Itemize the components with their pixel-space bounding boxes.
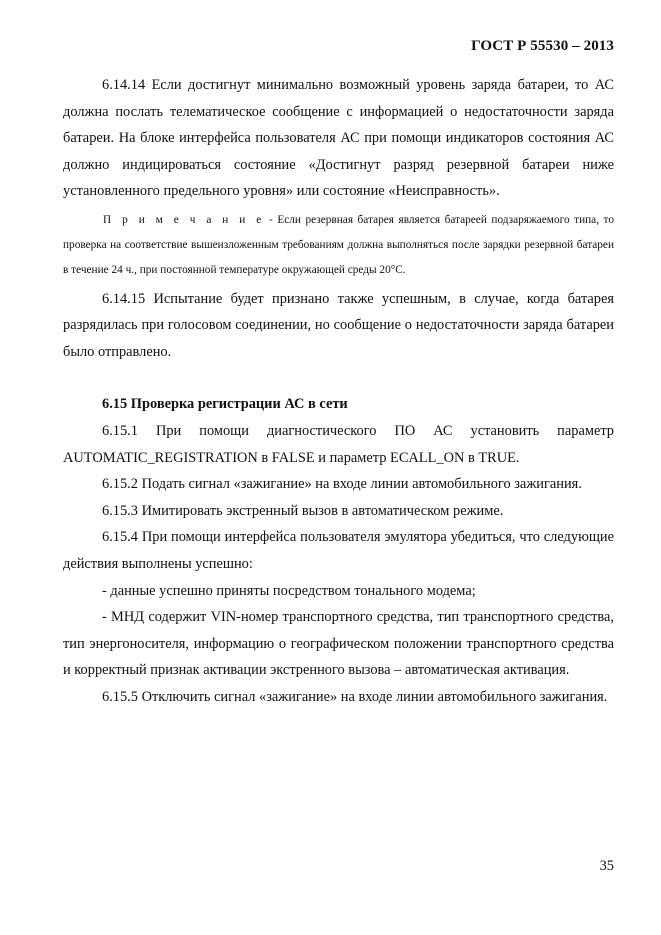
paragraph-6-14-14: 6.14.14 Если достигнут минимально возможный уровень заряда батареи, то АС должна послать телематическое сообщение с информацией о недостаточности заряда батареи. На блоке интерфейса пользователя АС при помощи индикаторов состояния АС должно индицироваться состояние «Достигнут разряд резервной батареи ниже установленного предельного уровня» или состояние «Неисправность». [63, 77, 614, 200]
list-item: - МНД содержит VIN-номер транспортного средства, тип транспортного средства, тип энергоносителя, информацию о географическом положении транспортного средства и корректный признак активации экстренного вызова – автоматическая активация. [63, 609, 614, 679]
page-body [63, 72, 614, 710]
paragraph-6-15-5: 6.15.5 Отключить сигнал «зажигание» на входе линии автомобильного зажигания. [102, 688, 608, 705]
paragraph-6-14-15: 6.14.15 Испытание будет признано также успешным, в случае, когда батарея разрядилась при голосовом соединении, но сообщение о недостаточности заряда батареи было отправлено. [63, 290, 614, 360]
paragraph-6-15-4: 6.15.4 При помощи интерфейса пользователя эмулятора убедиться, что следующие действия выполнены успешно: [63, 529, 614, 572]
note-text: - Если резервная батарея является батареей подзаряжаемого типа, то проверка на соответствие вышеизложенным требованиям должна выполняться после зарядки резервной батареи в течение 24 ч., при постоянной температуре окружающей среды 20°С. [63, 213, 614, 277]
paragraph-6-15-2: 6.15.2 Подать сигнал «зажигание» на входе линии автомобильного зажигания. [102, 476, 582, 493]
note [63, 208, 614, 284]
paragraph-6-15-1: 6.15.1 При помощи диагностического ПО АС установить параметр AUTOMATIC_REGISTRATION в FALSE и параметр ECALL_ON в TRUE. [63, 422, 614, 466]
section-title-6-15: 6.15 Проверка регистрации АС в сети [102, 396, 348, 413]
page-number: 35 [599, 858, 614, 874]
document-id-header: ГОСТ Р 55530 – 2013 [471, 38, 614, 54]
list-item: - данные успешно приняты посредством тонального модема; [102, 582, 476, 599]
note-label: П р и м е ч а н и е [103, 213, 265, 226]
paragraph-6-15-3: 6.15.3 Имитировать экстренный вызов в автоматическом режиме. [102, 502, 504, 519]
